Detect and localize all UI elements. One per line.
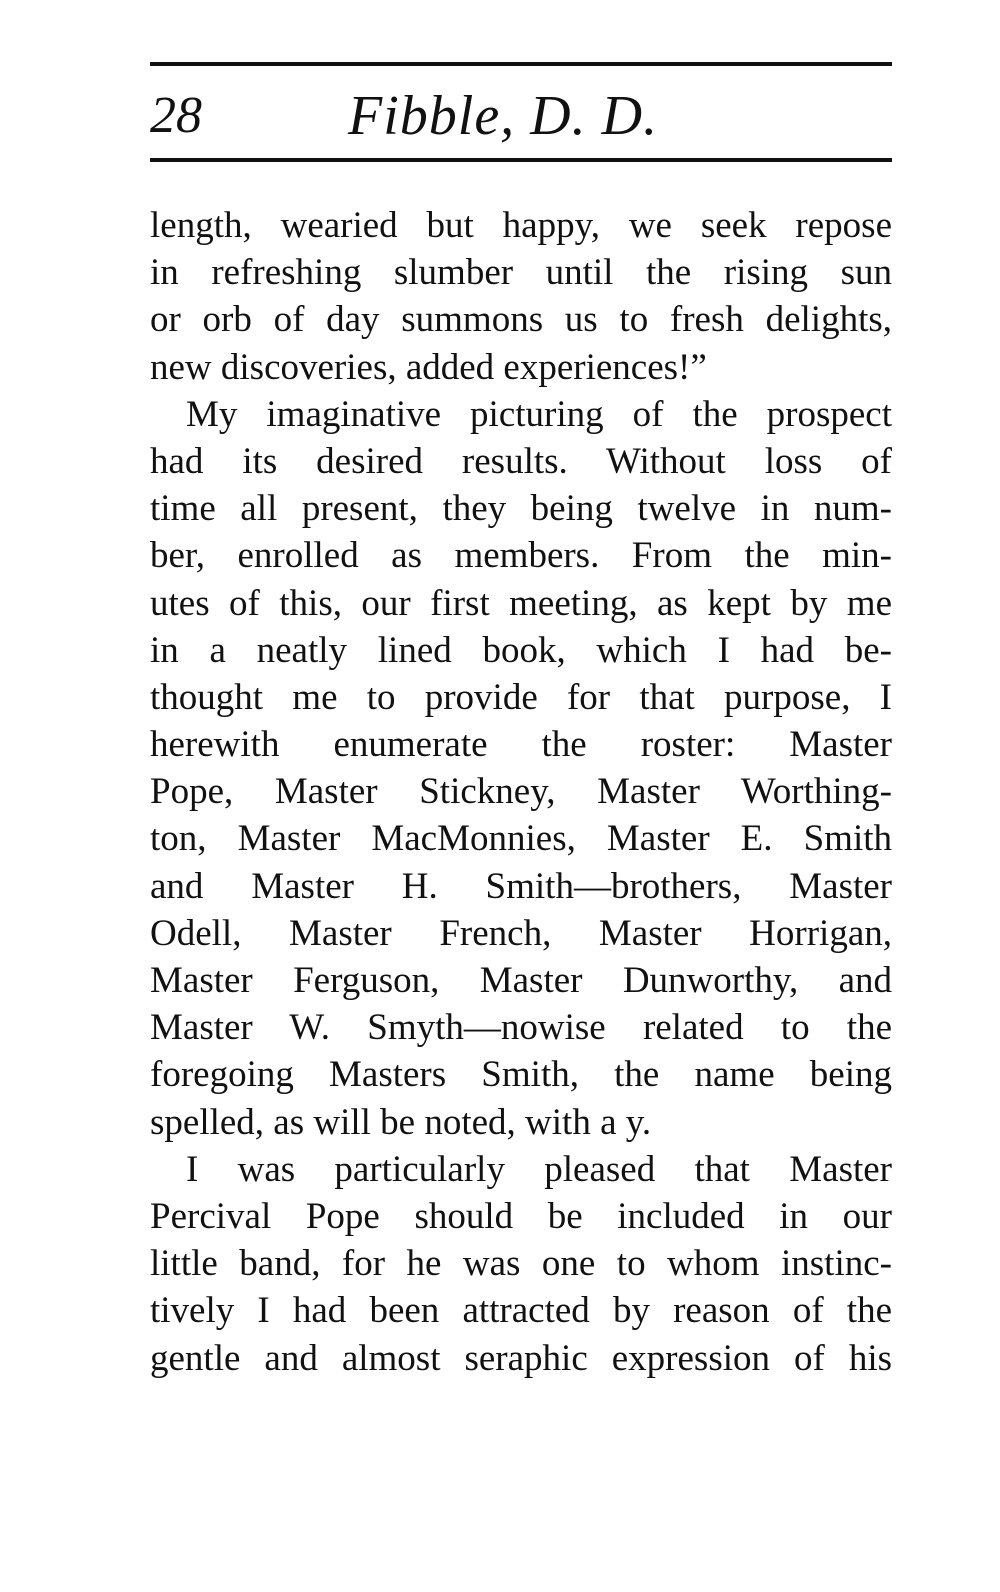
text-line: Pope, Master Stickney, Master Worthing- [150, 771, 892, 813]
text-line: ton, Master MacMonnies, Master E. Smith [150, 818, 892, 860]
text-line: in refreshing slumber until the rising sun [150, 252, 892, 294]
text-line: ber, enrolled as members. From the min- [150, 535, 892, 577]
text-line: time all present, they being twelve in num- [150, 488, 892, 530]
text-line: gentle and almost seraphic expression of his [150, 1337, 892, 1379]
text-line: in a neatly lined book, which I had be- [150, 629, 892, 671]
paragraph-1 [150, 202, 892, 391]
text-line: Master W. Smyth—nowise related to the [150, 1007, 892, 1049]
text-line: Master Ferguson, Master Dunworthy, and [150, 960, 892, 1001]
text-line: had its desired results. Without loss of [150, 440, 892, 482]
text-line: utes of this, our first meeting, as kept by me [150, 582, 892, 624]
text-line: I was particularly pleased that Master [186, 1148, 892, 1190]
text-line: tively I had been attracted by reason of the [150, 1290, 892, 1332]
text-line: herewith enumerate the roster: Master [150, 724, 892, 766]
running-title: Fibble, D. D. [348, 85, 659, 147]
paragraph-2 [150, 391, 892, 1146]
text-line: or orb of day summons us to fresh delights, [150, 299, 892, 341]
body-text [150, 202, 892, 1382]
text-line: thought me to provide for that purpose, I [150, 676, 892, 718]
text-line: spelled, as will be noted, with a y. [150, 1101, 652, 1143]
text-line: Odell, Master French, Master Horrigan, [150, 912, 892, 954]
running-header [150, 66, 892, 158]
header-bottom-rule [150, 158, 892, 162]
text-line: and Master H. Smith—brothers, Master [150, 865, 892, 907]
text-line: My imaginative picturing of the prospect [186, 393, 892, 435]
text-line: little band, for he was one to whom instinc- [150, 1243, 892, 1285]
text-line: Percival Pope should be included in our [150, 1195, 892, 1237]
text-line: new discoveries, added experiences!” [150, 346, 707, 388]
text-line: length, wearied but happy, we seek repose [150, 205, 892, 246]
page-number: 28 [150, 87, 202, 144]
text-line: foregoing Masters Smith, the name being [150, 1054, 892, 1096]
book-page [150, 62, 892, 1382]
paragraph-3 [150, 1146, 892, 1382]
